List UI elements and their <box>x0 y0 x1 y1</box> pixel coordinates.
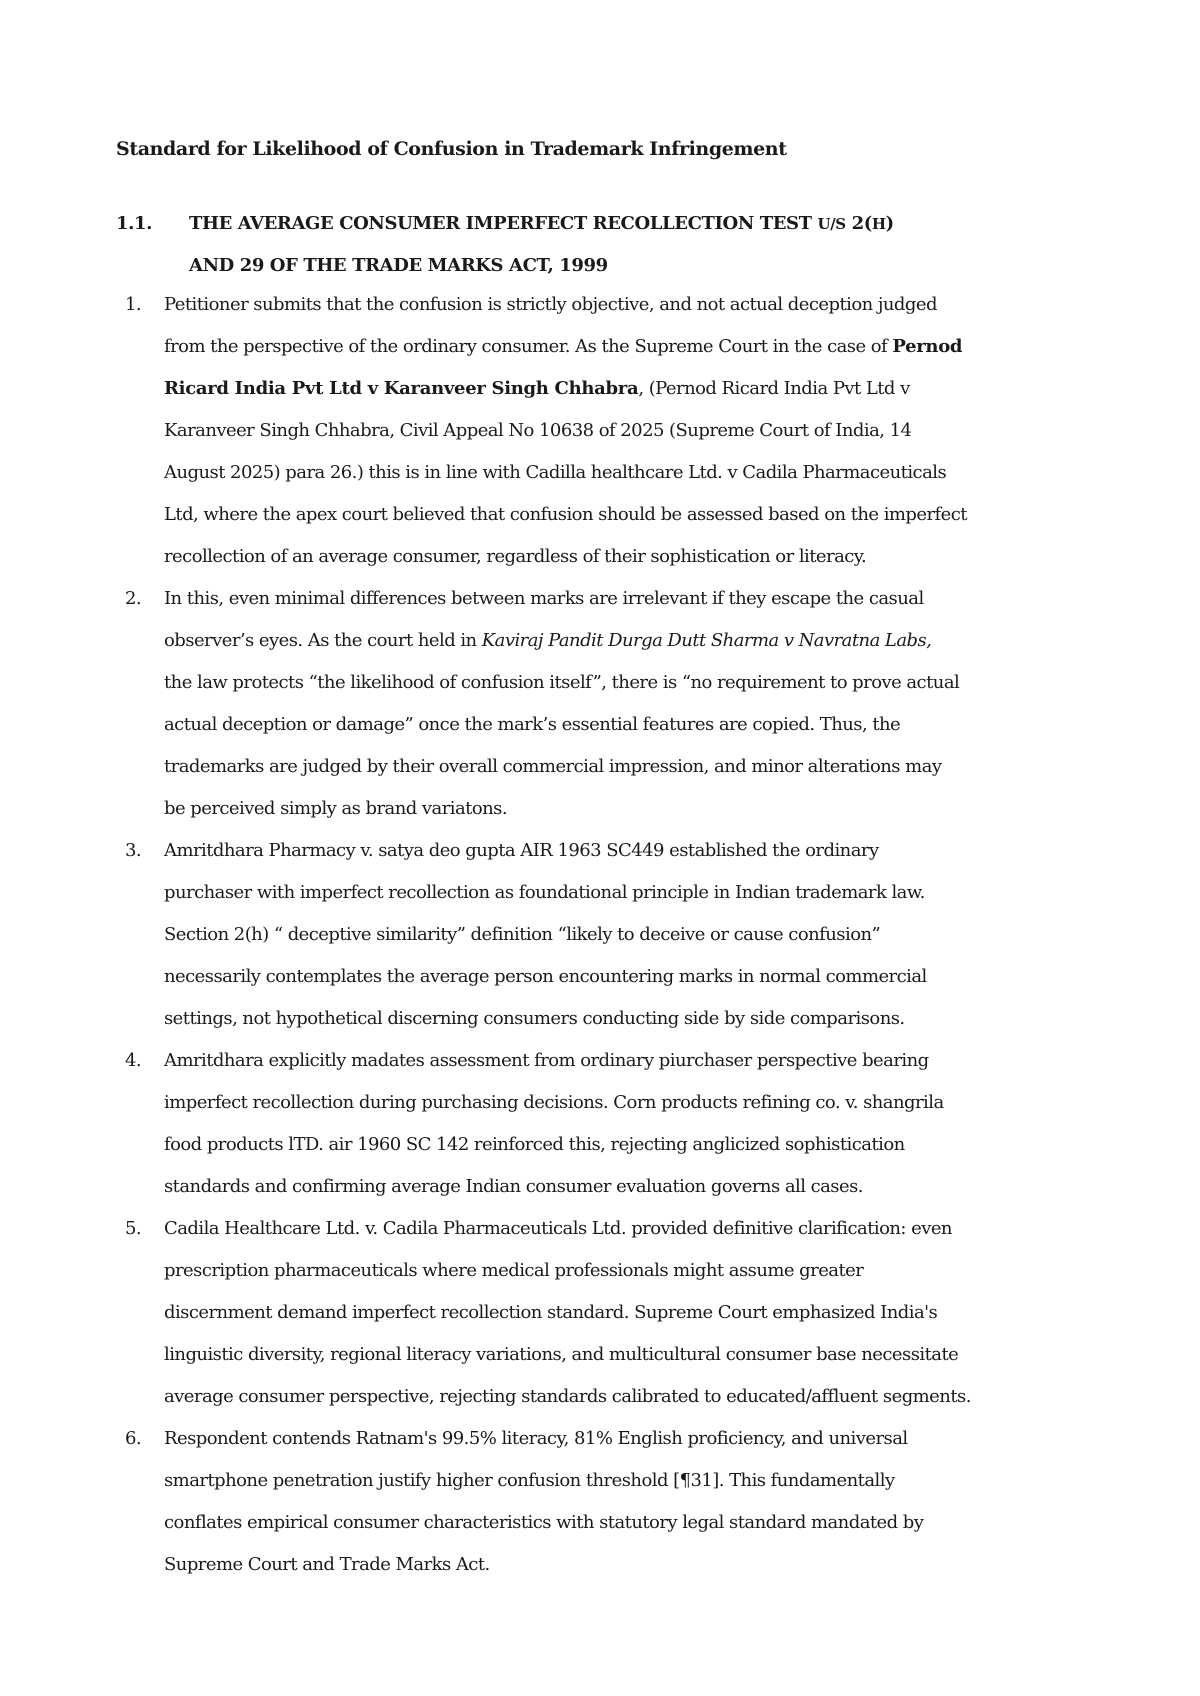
list-item-number: 6. <box>125 1428 142 1449</box>
list-item-6: 6. Respondent contends Ratnam's 99.5% literacy, 81% English proficiency, and universal smartphone penetration justify higher confusion threshold [¶31]. This fundamentally conflates empirical consumer characteristics with statutory legal standard mandated by Supreme Court and Trade Marks Act. <box>116 1418 1076 1586</box>
section-number: 1.1. <box>116 213 152 234</box>
section-heading-text <box>189 203 1039 287</box>
list-item-number: 5. <box>125 1218 142 1239</box>
list-item-number: 1. <box>125 294 142 315</box>
list-item-2: 2. In this, even minimal differences between marks are irrelevant if they escape the casual observer’s eyes. As the court held in Kaviraj Pandit Durga Dutt Sharma v Navratna Labs, the law protects “the likelihood of confusion itself”, there is “no requirement to prove actual actual deception or damage” once the mark’s essential features are copied. Thus, the trademarks are judged by their overall commercial impression, and minor alterations may be perceived simply as brand variatons. <box>116 578 1076 830</box>
list-item-5: 5. Cadila Healthcare Ltd. v. Cadila Pharmaceuticals Ltd. provided definitive clarification: even prescription pharmaceuticals where medical professionals might assume greater discernment demand imperfect recollection standard. Supreme Court emphasized India's linguistic diversity, regional literacy variations, and multicultural consumer base necessitate average consumer perspective, rejecting standards calibrated to educated/affluent segments. <box>116 1208 1076 1418</box>
section-heading-line-2: AND 29 OF THE TRADE MARKS ACT, 1999 <box>189 255 608 276</box>
list-item-number: 4. <box>125 1050 142 1071</box>
list-item-3: 3. Amritdhara Pharmacy v. satya deo gupta AIR 1963 SC449 established the ordinary purchaser with imperfect recollection as foundational principle in Indian trademark law. Section 2(h) “ deceptive similarity” definition “likely to deceive or cause confusion” necessarily contemplates the average person encountering marks in normal commercial settings, not hypothetical discerning consumers conducting side by side comparisons. <box>116 830 1076 1040</box>
list-item-1: 1. Petitioner submits that the confusion is strictly objective, and not actual deception judged from the perspective of the ordinary consumer. As the Supreme Court in the case of Pernod Ricard India Pvt Ltd v Karanveer Singh Chhabra, (Pernod Ricard India Pvt Ltd v Karanveer Singh Chhabra, Civil Appeal No 10638 of 2025 (Supreme Court of India, 14 August 2025) para 26.) this is in line with Cadilla healthcare Ltd. v Cadila Pharmaceuticals Ltd, where the apex court believed that confusion should be assessed based on the imperfect recollection of an average consumer, regardless of their sophistication or literacy. <box>116 284 1076 578</box>
case-citation: Ricard India Pvt Ltd v Karanveer Singh Chhabra <box>164 378 639 399</box>
case-citation: Kaviraj Pandit Durga Dutt Sharma v Navratna Labs, <box>481 630 932 651</box>
list-item-number: 3. <box>125 840 142 861</box>
section-heading-line-1: THE AVERAGE CONSUMER IMPERFECT RECOLLECTION TEST U/S 2(H) <box>189 213 894 234</box>
document-title: Standard for Likelihood of Confusion in Trademark Infringement <box>116 138 787 160</box>
case-citation: Pernod <box>892 336 963 357</box>
list-item-4: 4. Amritdhara explicitly madates assessment from ordinary piurchaser perspective bearing imperfect recollection during purchasing decisions. Corn products refining co. v. shangrila food products lTD. air 1960 SC 142 reinforced this, rejecting anglicized sophistication standards and confirming average Indian consumer evaluation governs all cases. <box>116 1040 1076 1208</box>
numbered-list <box>116 284 1076 1586</box>
list-item-number: 2. <box>125 588 142 609</box>
